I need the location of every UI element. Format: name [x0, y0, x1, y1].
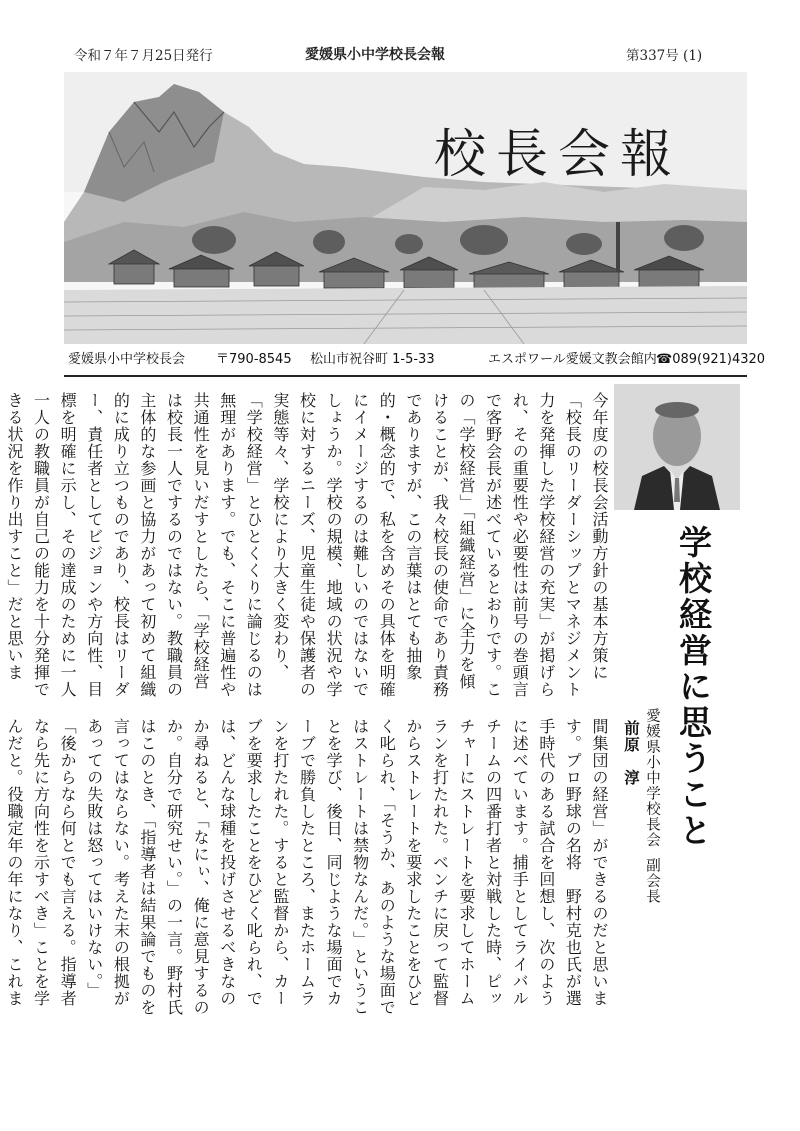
address-street: 松山市祝谷町 1-5-33 [310, 352, 435, 367]
masthead-title: 校長会報 [434, 125, 683, 185]
byline-role: 副会長 [644, 857, 660, 904]
article-title: 学校経営に思うこと [674, 525, 713, 849]
address-building: エスポワール愛媛文教会館内 [488, 352, 657, 367]
author-photo [614, 384, 740, 510]
address-bar [64, 345, 766, 377]
address-org: 愛媛県小中学校長会 [68, 352, 186, 367]
issue-number: 第337号 (1) [626, 48, 703, 64]
portrait-image [614, 384, 740, 510]
article-body-lower: 間集団の経営」ができるのだと思います。プロ野球の名将 野村克也氏が選手時代のある試合を回想し、次のように述べています。捕手としてライバルチームの四番打者と対戦した時、ピッチャーにストレートを要求してホームランを打たれた。ベンチに戻って監督からストレートを要求したことをひどく叱られ、「そうか、あのような場面ではストレートは禁物なんだ。」ということを学び、後日、同じような場面でカーブで勝負したところ、またホームランを打たれた。すると監督から、カーブを要求したことをひどく叱られ、では、どんな球種を投げさせるべきなのか尋ねると、「なにぃ、俺に意見するのか。自分で研究せい。」の一言。野村氏はこのとき、「指導者は結果論でものを言ってはならない。考えた末の根拠があっての失敗は怒ってはいけない。」「後からなら何とでも言える。指導者なら先に方向性を示すべき」ことを学んだと。役職定年の年になり、これま [4, 718, 609, 1016]
byline-org: 愛媛県小中学校長会 [644, 708, 660, 848]
byline-name: 前原 淳 [622, 720, 640, 786]
newsletter-name: 愛媛県小中学校長会報 [305, 47, 445, 63]
address-phone: ☎089(921)4320 [656, 352, 766, 367]
byline [620, 708, 663, 904]
article-body-upper: 今年度の校長会活動方針の基本方策に「校長のリーダーシップとマネジメント力を発揮した学校経営の充実」が掲げられ、その重要性や必要性は前号の巻頭言で客野会長が述べているとおりです。この「学校経営」「組織経営」に全力を傾けることが、我々校長の使命であり責務でありますが、この言葉はとても抽象的・概念的で、私を含めその具体を明確にイメージするのは難しいのではないでしょうか。学校の規模、地域の状況や学校に対するニーズ、児童生徒や保護者の実態等々、学校により大きく変わり、「学校経営」とひとくくりに論じるのは無理があります。でも、そこに普遍性や共通性を見いだすとしたら、「学校経営は校長一人でするのではない。教職員の主体的な参画と協力があって初めて組織的に成り立つものであり、校長はリーダー、責任者としてビジョンや方向性、目標を明確に示し、その達成のために一人一人の教職員が自己の能力を十分発揮できる状況を作り出すこと」だと思いま [4, 392, 609, 698]
issue-date: 令和７年７月25日発行 [74, 48, 213, 64]
masthead-illustration [64, 72, 747, 344]
address-zip: 〒790-8545 [216, 352, 292, 367]
